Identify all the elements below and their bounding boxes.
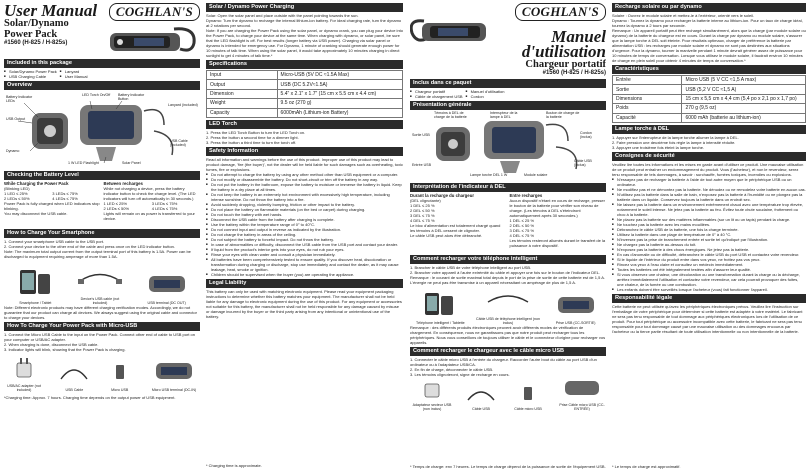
en-legal-footnote: * Charging time is approximate. [206,463,262,468]
step-item: 3. Les témoins clignoteront, signe de recharge en cours. [410,372,510,377]
label-usb-input: Entrée USB [412,163,431,167]
caption: Câble micro USB [514,406,542,411]
caption: Câble USB [472,406,490,411]
spec-value: USB (DC 5.2V≈1.5A) [277,80,402,89]
fr-specs-header: Caractéristiques [612,65,806,74]
fr-solar-text2: Dynamo : Tournez la dynamo pour recharger la batterie interne au lithium-ion. Pour un taux de charge idéal, tournez la dynamo à 2 tours par seconde. [612,18,803,28]
en-safety-intro: Read all information and warnings before the use of this product. Improper use of this product may lead to product damage, 'fire (the buyer)', not the dealer will be held liable for such damages such as overheating, toxic fumes, fire or explosions. [206,156,403,172]
label-solar-panel: Solar Panel [122,161,141,165]
caption: USB/AC adapter (not included) [7,383,41,392]
label-usb-cable: Câble USB (inclus) [574,159,592,167]
spec-key: Entrée [613,76,682,85]
list-item: ■ Si le liquide de l'intérieur du produit entre dans vos yeux, ne frottez pas vos yeux. [612,257,806,262]
table-row [207,89,403,98]
en-specs-table [206,70,403,118]
en-specs-header: Specifications [206,60,403,69]
ac-adapter-icon [422,380,442,398]
list-item: ■ Rincez vos yeux à l'eau claire et consultez un médecin immédiatement. [612,262,806,267]
table-row [207,80,403,89]
fr-package-header: Inclus dans ce paquet [410,79,606,88]
micro-usb-icon [520,384,536,402]
level-item: 1 LED ≤ 25% [103,201,128,207]
step-item: 2. Connect your device to the other end of the cable and press once on the LED indicator button. [4,244,175,249]
list-item: ■ Cordon [466,94,505,99]
spec-key: Input [207,71,278,80]
step-item: 1. Brancher le câble USB de votre téléphone intelligent au port USB. [410,265,532,270]
spec-value: 9.5 oz (270 g) [277,99,402,108]
label-led-torch: LED Torch On/Off [82,93,111,97]
list-item: ■ Ne chargez pas la batterie au-dessus du toit. [612,242,806,247]
list-item: ■ Do not subject the battery to forceful impact. Do not throw the battery. [206,237,403,242]
list-item: ■ Do not keep the battery in an extremely hot environment with excessively high temperature, including intense sunshine. Do not throw the battery into a fire. [206,192,403,202]
list-item: ■ Les enfants doivent être surveillés lorsque l'acheteur (vous) fait fonctionner l'appareil. [612,287,806,292]
step-item: 3. Indicator lights will blink, showing that the Power Pack is charging. [4,347,126,352]
fr-battery-sub2: Entre recharges [509,193,543,198]
list-item: ■ N'essayez pas de recharger la batterie à l'aide de tout autre moyen que le périphérique USB ou un ordinateur. [612,177,806,187]
level-item: 2 DEL ≤ 50 % [509,223,535,229]
spec-key: Sortie [613,85,682,94]
list-item: ■ Do not place the battery on flammable materials (on the bed or carpet) during charging. [206,207,403,212]
step-item: 1. Connect the Micro USB Cable to the input on the Power Pack. Connect other end of cable to USB port on your computer or USB/AC adapter. [4,332,195,342]
list-item: ■ Si vous observez une chaleur, une décoloration ou une transformation durant la charge ou la décharge, arrêtez immédiatement l'utilisation et contactez votre revendeur, car cela pourrait provoquer des fuites, une chaleur, de la fumée ou une combustion. [612,272,806,287]
label-solar-panel: Module solaire [524,173,548,177]
fr-battery-section [410,193,606,253]
brand-logo: COGHLAN'S [515,3,606,21]
en-legal-header: Legal Liability [206,279,403,288]
fr-microusb-diagram [410,377,606,411]
spec-key: Dimension [207,89,278,98]
en-smartphone-header: How to Charge Your Smartphone [4,229,200,238]
caption: Téléphone intelligent / Tablette [415,320,465,325]
usb-cable-icon [466,384,496,402]
step-item: 2. Faire pression une deuxième fois régle la lampe à intensité réduite. [612,139,736,145]
list-item: ■ Ne modifiez pas et ne démontez pas la batterie. Ne dénudez ou ne remodelez votre batterie en aucun cas. [612,187,806,192]
list-item: ■ N'utilisez pas la batterie dans la salle de bain, n'exposez pas la batterie à l'humidité ou ne plongez pas la batterie dans un liquide. Conservez toujours la batterie dans un endroit sec. [612,192,806,202]
list-item: ■ Ne laissez pas la batterie dans un environnement extrêmement chaud avec une température trop élevée, notamment le soleil intense. Ne jetez pas la batterie au feu. Évitez toute chute soudaine, frottement ou choc à la batterie. [612,202,806,217]
fr-specs-table [612,75,806,123]
table-row [613,94,806,103]
caption: USB terminal (DC OUT) [147,300,186,305]
en-subtitle-2: Power Pack [4,29,58,40]
level-item: 2 DEL ≤ 50 % [410,208,435,214]
list-item: ■ Ne touchez pas la batterie avec les mains mouillées. [612,222,806,227]
en-microusb-diagram [4,352,200,392]
en-battery-text1: Power Pack is fully charged when LED indicators stop blinking. [4,201,100,212]
smartphone-icon [18,268,52,296]
en-safety-header: Safety Information [206,147,403,156]
list-item: ■ Do not touch the battery with wet hands. [206,212,403,217]
fr-solar-header: Recharge solaire ou par dynamo [612,3,806,12]
fr-overview-diagram [410,111,606,181]
fr-battery-sub1: Durant la recharge du chargeur [410,193,474,198]
usb-cable-icon [78,270,122,292]
en-battery-text4: Lights will remain on as power is transferred to your device. [103,211,195,222]
en-sku: #1560 (H-825 / H-825s) [4,40,68,46]
level-item: 3 DEL ≤ 75 % [509,228,535,234]
en-column-left [4,0,200,472]
fr-overview-header: Présentation générale [410,101,606,110]
level-item: 2 LEDs ≤ 50% [4,196,30,202]
en-smartphone-note2: Note: Different electronic products may have different charging verification modes. Accordingly, we do not guarantee that our product can charge all devices. We always suggest using the original cable and connector to charge your devices. [4,305,197,320]
caption: Câble USB de téléphone intelligent (non inclus) [476,316,540,325]
level-item: 1 DEL ≤ 25 % [509,218,535,224]
spec-key: Output [207,80,278,89]
fr-sku: #1560 (H-825 / H-825s) [542,70,606,76]
en-solar-header: Solar / Dynamo Power Charging [206,3,403,12]
fr-column-right [612,0,806,472]
en-torch-header: LED Torch [206,120,403,129]
en-solar-text3: Note: If you are charging the Power Pack using the solar panel, or dynamo crank, you can plug your device into the Power Pack, to charge your device at the same time. When charging with dynamo, or solar panel, be sure that the LED flashlight is off. For best results (longer battery via USB power). Charging via solar panel or dynamo is intended for emergency use. For Dynamo, 1 minute of cranking should generate enough power for 10 minutes of talk time. When using the solar panel, it would take approximately 10 minutes charging in direct sunlight to get 4 minutes of talk time.* [206,28,403,58]
fr-column-left [410,0,606,472]
step-item: 3. Appuyer une troisième fois éteint la lampe torche. [612,144,705,150]
step-item: 2. When charging is done, disconnect the USB cable. [4,342,99,347]
level-item: 3 DEL ≤ 75 % [410,213,435,219]
fr-battery-text4: Les témoins resteront allumés durant le transfert de la puissance à votre dispositif. [509,238,606,249]
list-item: ■ N'exposez pas la batterie à des chocs énergiques. Ne jetez pas la batterie. [612,247,806,252]
spec-value: Micro USB (5 V CC ≈1,5 A max) [682,76,806,85]
list-item: ■ Do not modify or disassemble the battery. Do not short-circuit or trim off the battery in any way. [206,177,403,182]
en-microusb-footnote: *Charging time: Approx. 7 hours. Charging time depends on the output power of USB equipment. [4,395,176,400]
caption: Prise USB (CC-SORTIE) [555,320,596,325]
en-title: User Manual [4,1,98,20]
list-item: ■ Chargeur portatif [410,89,463,94]
list-item: ■ Rinse your eyes with clean water and consult a physician immediately. [206,252,403,257]
power-pack-icon [145,272,189,296]
step-item: 2. Press the button a second time for a dimmer light. [206,134,299,140]
level-item: 4 LEDs ≤ 75% [151,206,178,212]
en-smartphone-note: Note: The maximum total output current from the output terminal port of this battery is 1.5A. Power can be discharged to equipment requiring amperage of more than 1.5A. [4,249,191,259]
power-pack-icon [562,378,602,398]
en-battery-text3: While not charging a device, press the battery indicator button to check the charge level. (The LED indicators will turn off automatically in 30 seconds.) [103,186,196,202]
table-row [207,99,403,108]
level-item: 4 DEL ≤ 75 % [410,218,435,224]
en-column-right [206,0,403,472]
table-row [613,85,806,94]
product-hero-icon [410,15,490,45]
en-subtitle-1: Solar/Dynamo [4,18,69,29]
en-solar-text2: Dynamo: Turn the dynamo to recharge the internal lithium-ion battery. For ideal charging rate, turn the dynamo at 2 rotations per second. [206,18,402,28]
list-item: ■ If liquid from the product's interior gets into your eyes, do not rub your eyes. [206,247,403,252]
en-legal-text: This battery can only be used with matching electronic equipment. Please read your equipment packaging instructions to determine whether this battery matches your equipment. The manufacturer shall not be held liable for any damage to electronic equipment during the use of this product. For any equipment or accessories not suitable for this battery, the manufacturer shall not be held responsible for any damage caused by misuse or damage incurred by the buyer or the third party arising from any intentional or unintentional use of the battery. [206,288,402,319]
list-item: ■ En cas d'anomalie ou de difficulté, débranchez le câble USB du port USB et contactez votre revendeur. [612,252,806,257]
step-item: 1. Press the LED Torch Button to turn the LED Torch on. [206,129,306,135]
fr-title-1: Manuel [551,27,606,46]
fr-smartphone-note2: Remarque : des différents produits électroniques peuvent avoir différents modes de vérification de chargement. En conséquence, nous ne garantissons pas que notre produit peut recharger tous les périphériques. Nous vous conseillons de toujours utiliser le câble et le connecteur d'origine pour recharger vos appareils. [410,325,606,345]
label-usb-cable: USB Cable (included) [170,139,188,147]
fr-legal-header: Responsabilité légale [612,294,806,303]
en-battery-sub1: While Charging the Power Pack [4,181,69,186]
level-item: 1 LED ≤ 25% [4,191,28,197]
label-lanyard: Lanyard (included) [168,103,198,107]
spec-value: 6000 mAh (batterie au lithium-ion) [682,113,806,122]
fr-safety-list [612,177,806,292]
fr-safety-header: Consignes de sécurité [612,152,806,161]
list-item: ■ Do not connect input and output in reverse as indicated by the illustration. [206,227,403,232]
fr-battery-header: Interprétation de l'indicateur à DEL [410,183,606,192]
fr-microusb-header: Comment recharger le chargeur avec le câble micro USB [410,347,606,356]
fr-battery-text2: Le câble USB peut alors être débranché. [410,233,483,239]
list-item: ■ Solar/Dynamo Power Pack [4,69,57,74]
en-safety-list [206,172,403,277]
label-usb-output: USB Output [6,117,26,121]
level-item: 3 LEDs ≤ 75% [151,201,178,207]
list-item: ■ Lanyard [60,69,88,74]
spec-value: Micro-USB (5V DC ≈1.5A Max) [277,71,402,80]
spec-key: Capacité [613,113,682,122]
spec-key: Poids [613,104,682,113]
en-battery-sub1b: (Blinking LED) [4,186,30,192]
caption: Micro USB terminal (DC-IN) [151,387,197,392]
label-battery-leds: Battery Indicator LEDs [6,95,33,103]
en-battery-section [4,181,200,227]
en-overview-diagram [4,91,200,169]
list-item: ■ User Manual [60,74,88,79]
list-item: ■ N'inversez pas la prise de branchement entrée et sortie tel qu'indiqué par l'illustration. [612,237,806,242]
step-item: 2. Brancher votre appareil à l'autre extrémité du câble et appuyer une fois sur le bouton de l'indicateur DEL. [410,270,601,275]
level-item: 3 LEDs ≤ 75% [52,191,78,197]
list-item: ■ Toutes les batteries ont été intégralement testées afin d'assurer leur qualité. [612,267,806,272]
fr-smartphone-diagram [410,285,606,325]
list-item: ■ Manuel d'utilisation [466,89,505,94]
level-item: 2 LEDs ≤ 50% [103,206,130,212]
en-package-list [4,69,200,79]
fr-microusb-footnote: * Temps de charge: env 7 heures. Le temps de charge dépend de la puissance de sortie de l'équipement USB. [410,464,606,469]
spec-value: 6000mAh (Lithium-ion Battery) [277,108,402,117]
ac-adapter-icon [13,357,35,379]
product-hero-icon [104,23,200,57]
power-pack-icon [554,294,598,316]
caption: USB Cable [65,387,84,392]
en-battery-header: Checking the Battery Level [4,171,200,180]
list-item: ■ Débranchez le câble USB de la batterie, une fois la charge terminée. [612,227,806,232]
list-item: ■ In case of abnormalities or difficulty, disconnect the USB cable from the USB port and contact your dealer. [206,242,403,247]
list-item: ■ Avoid suddenly dropping, violently bumping, friction or other impact to the battery. [206,202,403,207]
power-pack-icon [152,359,196,383]
fr-subtitle: Chargeur portatif [525,59,606,70]
spec-value: 270 g (9,5 oz) [682,104,806,113]
list-item: ■ Disconnect the USB cable from the battery after charging is complete. [206,217,403,222]
label-led-switch: Interrupteur de la lampe à DEL [490,111,518,119]
caption: Device's USB cable (not included) [80,296,120,305]
fr-battery-text1: Le bloc d'alimentation est totalement chargé quand les témoins à DEL cessent de clignoter. [410,223,501,234]
fr-torch-header: Lampe torche à DEL [612,125,806,134]
caption: Adaptateur secteur USB (non inclus) [412,402,452,411]
en-overview-header: Overview [4,81,200,90]
brand-logo: COGHLAN'S [109,3,200,21]
list-item: ■ Do not put the battery in the bathroom, expose the battery to moisture or immerse the battery in liquid. Keep the battery in a dry place at all times. [206,182,403,192]
fr-smartphone-header: Comment recharger votre téléphone intelligent [410,255,606,264]
spec-key: Dimensions [613,94,682,103]
table-row [613,113,806,122]
list-item: ■ Câble de chargement USB [410,94,463,99]
level-item: 4 DEL ≤ 75 % [509,233,535,239]
step-item: 3. Press the button a third time to turn the torch off. [206,139,297,145]
label-battery-button: Bouton de charge de la batterie [546,111,580,119]
label-dynamo: Dynamo [6,149,20,153]
step-item: 1. Connect your smartphone USB cable to the USB port. [4,239,105,244]
fr-battery-sub1b: (DEL clignotante) [410,198,441,204]
list-item: ■ Do not charge the battery in areas of the ceiling. [206,232,403,237]
usb-cable-icon [486,292,530,312]
table-row [613,104,806,113]
caption: Micro USB [111,387,129,392]
label-flashlight: Lampe torche DEL 1 W [470,173,508,177]
en-battery-text2: You may disconnect the USB cable. [4,211,68,217]
usb-cable-icon [59,361,89,383]
spec-value: 5.4" x 2.1" x 1.7" (15 cm x 5.5 cm x 4.4 cm) [277,89,402,98]
list-item: ■ Utilisez la batterie dans une plage de température de 0° à 40 °C. [612,232,806,237]
list-item: ■ USB Charging Cable [4,74,57,79]
caption: Smartphone / Tablet [19,300,52,305]
fr-title-2: d'utilisation [521,42,606,61]
fr-legal-text: Cette batterie ne peut utilisée qu'avec les périphériques électroniques prévus. Veuillez lire l'instruction sur l'emballage de votre périphérique pour déterminer si cette batterie est adaptée à votre matériel. Le fabricant ne sera pas tenu responsable de tout dommage aux périphériques électroniques lors de l'utilisation de ce produit. Pour tout périphérique ou accessoire incompatible avec cette batterie, le fabricant ne sera pas tenu responsable pour tout dommage causé par une mauvaise utilisation ou des dommages encourus par l'acheteur ou la tierce partie résultant de toute utilisation intentionnelle ou non intentionnelle de la batterie. [612,303,803,334]
list-item: ■ Use the battery within the temperature range of 0° to 40°C. [206,222,403,227]
table-row [207,108,403,117]
step-item: 2. En fin de charge, déconnecter le câble USB. [410,367,494,372]
caption: Prise Câble micro USB (CC-ENTRÉE) [559,402,605,411]
spec-value: 15 cm x 5,5 cm x 4,4 cm (5,4 po x 2,1 po x 1,7 po) [682,94,806,103]
label-usb-output: Sortie USB [412,133,430,137]
smartphone-icon [423,292,457,316]
table-row [613,76,806,85]
en-smartphone-diagram [4,261,200,305]
micro-usb-icon [111,361,129,383]
en-battery-sub2: Between recharges [103,181,143,186]
en-title-block [4,3,200,57]
spec-key: Weight [207,99,278,108]
list-item: ■ Children should be supervised when the buyer (you) are operating the appliance. [206,272,403,277]
fr-solar-text1: Solaire : Ouvrez le module solaire et mettez-le à l'extérieur, orienté vers le soleil. [612,13,755,18]
fr-battery-text3: Aucun dispositif n'étant en cours de recharge, presser le bouton de la batterie pour vérifier son niveau de charge. (Les témoins à DEL s'éteindront automatiquement après 30 secondes.) [509,198,605,219]
en-solar-text1: Solar: Open the solar panel and place outside with the panel pointing towards the sun. [206,13,359,18]
label-lanyard: Cordon (inclus) [580,131,592,139]
step-item: 1. Connecter le câble micro USB à l'entrée du chargeur. Raccorder l'autre bout du câble au port USB d'un ordinateur ou à l'adaptateur USB/CA. [410,357,597,367]
table-row [207,71,403,80]
fr-legal-footnote: * Le temps de charge est approximatif. [612,464,681,469]
fr-solar-text3: Remarque : Un appareil portatif peut être rechargé simultanément, alors que la charge (par module solaire ou dynamo) de la batterie du chargeur est en cours. Durant la charge par dynamo ou module solaire, s'assurer que la lampe torche à DEL soit éteinte. Pour résultats optimaux, charger de préférence la batterie par alimentation USB : les recharges par module solaire et dynamo ne sont pas destinées aux situations d'urgence. Pour la dynamo, tourner la manivelle pendant 1 minute devrait générer assez de puissance pour 10 minutes de temps de conversation. Lorsque vous utilisez le module solaire, il faudrait environ 10 minutes de charge en plein soleil pour obtenir 4 minutes de temps de conversation.* [612,28,806,63]
list-item: ■ Ne placez pas la batterie sur des matières inflammables (sur un lit ou un tapis) pendant la charge. [612,217,806,222]
device-diagram-icon [410,111,606,181]
list-item: ■ Do not attempt to charge the battery by using any other method other than USB equipment or a computer. [206,172,403,177]
label-battery-button: Battery Indicator Button [118,93,145,101]
fr-package-list [410,89,606,99]
spec-key: Capacity [207,108,278,117]
fr-smartphone-note: Remarque : le courant de sortie maximal total depuis le port de la prise de sortie de cette batterie est de 1,5 A. L'énergie ne peut pas être transmise à un appareil nécessitant un ampérage de plus de 1,5 A. [410,275,605,285]
level-item: 1 DEL ≤ 25 % [410,203,435,209]
fr-safety-intro: Veuillez lire toutes les informations et les mises en garde avant d'utiliser ce produit. Une mauvaise utilisation de ce produit peut entraîner un endommagement du produit. Vous (l'acheteur), et non le revendeur, serez tenu responsable de tels dommages, à savoir : surchauffe, fumées toxiques, incendies ou explosions. [612,161,804,177]
en-microusb-header: How To Charge Your Power Pack with Micro-USB [4,322,200,331]
label-flashlight: 1 W LED Flashlight [68,161,99,165]
spec-value: USB (5,2 V CC ≈1,5 A) [682,85,806,94]
level-item: 4 LEDs ≤ 75% [52,196,78,202]
label-battery-leds: Témoins à DEL de charge de la batterie [434,111,467,119]
list-item: ■ All batteries have been comprehensively tested to ensure quality. If you discover heat, discoloration or transformation during charging or discharge, stop use immediately and contact the dealer, as it may cause leakage, heat, smoke or ignition. [206,257,403,272]
step-item: 1. Appuyer sur l'interrupteur de la lampe torche allumer la lampe à DEL. [612,134,739,140]
en-package-header: Included in this package [4,59,200,68]
